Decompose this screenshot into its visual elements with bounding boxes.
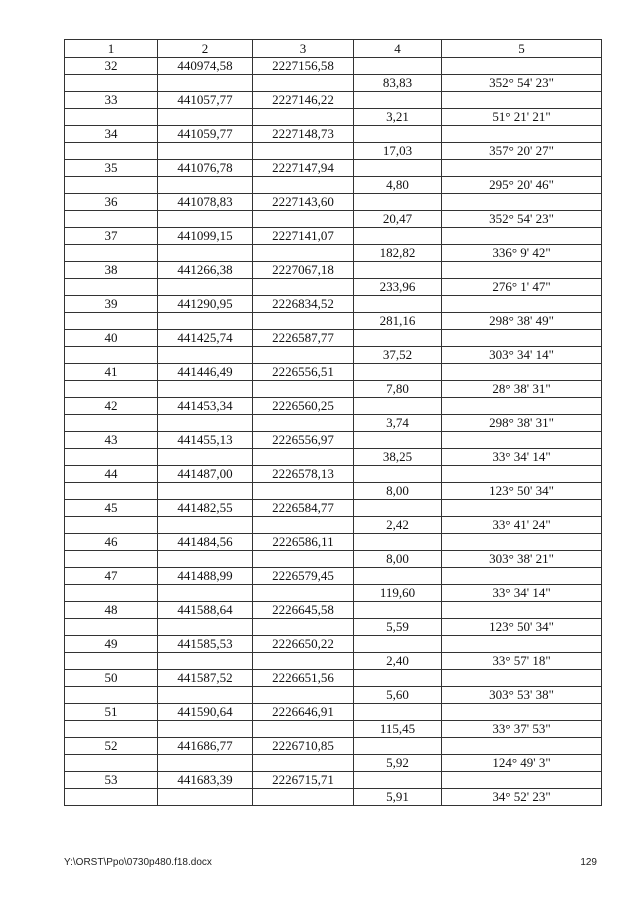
table-row [65,653,602,670]
table-cell: 50 [65,670,158,687]
table-cell: 2226586,11 [253,534,354,551]
table-row [65,296,602,313]
table-row [65,585,602,602]
table-cell: 33 [65,92,158,109]
table-row [65,670,602,687]
table-cell: 2,40 [354,653,442,670]
table-cell [253,109,354,126]
table-cell: 441585,53 [158,636,253,653]
table-cell [65,415,158,432]
table-cell: 303° 38' 21" [442,551,602,568]
table-cell [158,415,253,432]
table-cell: 336° 9' 42" [442,245,602,262]
table-cell [65,653,158,670]
table-row [65,381,602,398]
table-row [65,75,602,92]
table-row [65,279,602,296]
table-cell: 2226646,91 [253,704,354,721]
table-cell: 3,21 [354,109,442,126]
column-header: 3 [253,40,354,58]
table-cell [65,109,158,126]
table-row [65,568,602,585]
table-cell: 28° 38' 31" [442,381,602,398]
table-cell: 441683,39 [158,772,253,789]
table-row [65,109,602,126]
table-row [65,211,602,228]
table-cell [442,364,602,381]
table-row [65,602,602,619]
table-cell [354,568,442,585]
table-row [65,245,602,262]
table-cell: 45 [65,500,158,517]
table-cell [442,296,602,313]
table-cell: 2226650,22 [253,636,354,653]
table-cell [158,585,253,602]
table-cell: 5,92 [354,755,442,772]
table-cell [158,143,253,160]
table-cell [354,670,442,687]
table-cell: 441099,15 [158,228,253,245]
table-cell [442,262,602,279]
table-cell [442,58,602,75]
table-cell: 441484,56 [158,534,253,551]
table-cell [65,177,158,194]
table-cell [253,279,354,296]
table-row [65,789,602,806]
table-cell [442,160,602,177]
table-header-row [65,40,602,58]
table-row [65,160,602,177]
footer-file-path: Y:\ORST\Ppo\0730p480.f18.docx [64,857,212,868]
table-row [65,194,602,211]
table-cell [253,143,354,160]
column-header: 1 [65,40,158,58]
table-cell [442,636,602,653]
table-cell: 2226578,13 [253,466,354,483]
table-cell: 441588,64 [158,602,253,619]
table-cell: 298° 38' 31" [442,415,602,432]
table-cell [354,262,442,279]
table-cell: 441455,13 [158,432,253,449]
table-cell: 441590,64 [158,704,253,721]
table-row [65,262,602,279]
table-cell [354,92,442,109]
table-cell [442,228,602,245]
table-cell [253,75,354,92]
table-cell [442,398,602,415]
table-cell [65,619,158,636]
column-header: 4 [354,40,442,58]
table-cell [158,109,253,126]
table-row [65,432,602,449]
table-cell [253,211,354,228]
column-header: 5 [442,40,602,58]
table-cell [65,551,158,568]
table-cell: 4,80 [354,177,442,194]
table-cell: 20,47 [354,211,442,228]
table-cell [354,432,442,449]
table-cell [65,721,158,738]
table-cell [65,687,158,704]
table-cell [253,313,354,330]
table-cell [354,330,442,347]
table-cell [158,721,253,738]
table-row [65,551,602,568]
coordinates-table [64,39,602,806]
table-cell [65,75,158,92]
table-cell [253,177,354,194]
table-cell: 52 [65,738,158,755]
table-cell: 36 [65,194,158,211]
table-cell: 357° 20' 27" [442,143,602,160]
table-cell: 441078,83 [158,194,253,211]
table-cell: 2226645,58 [253,602,354,619]
table-cell [354,602,442,619]
table-cell: 2226715,71 [253,772,354,789]
table-cell [158,517,253,534]
table-cell [65,449,158,466]
table-cell [442,92,602,109]
table-cell: 3,74 [354,415,442,432]
table-cell [354,704,442,721]
table-cell: 115,45 [354,721,442,738]
table-cell: 44 [65,466,158,483]
table-cell: 441446,49 [158,364,253,381]
table-cell: 2227148,73 [253,126,354,143]
table-cell: 441488,99 [158,568,253,585]
table-row [65,738,602,755]
table-cell: 441487,00 [158,466,253,483]
table-cell [158,619,253,636]
table-row [65,704,602,721]
table-cell: 33° 34' 14" [442,449,602,466]
table-cell: 182,82 [354,245,442,262]
table-cell: 8,00 [354,551,442,568]
table-cell: 2226556,97 [253,432,354,449]
table-row [65,500,602,517]
table-row [65,330,602,347]
table-cell: 39 [65,296,158,313]
table-row [65,398,602,415]
table-cell [253,585,354,602]
table-row [65,449,602,466]
table-cell [442,432,602,449]
table-cell [158,245,253,262]
table-cell [158,75,253,92]
table-row [65,92,602,109]
table-cell [253,619,354,636]
table-cell [253,245,354,262]
table-cell [158,347,253,364]
table-cell [253,551,354,568]
table-cell [442,704,602,721]
table-row [65,687,602,704]
table-cell: 37 [65,228,158,245]
table-cell: 233,96 [354,279,442,296]
table-cell: 303° 53' 38" [442,687,602,704]
table-cell: 5,91 [354,789,442,806]
table-row [65,415,602,432]
table-cell: 123° 50' 34" [442,483,602,500]
table-cell: 124° 49' 3" [442,755,602,772]
table-cell: 2226710,85 [253,738,354,755]
table-cell [158,653,253,670]
table-cell [354,398,442,415]
table-cell: 5,60 [354,687,442,704]
table-cell: 35 [65,160,158,177]
table-cell [158,687,253,704]
table-cell: 33° 57' 18" [442,653,602,670]
table-cell: 7,80 [354,381,442,398]
table-cell: 298° 38' 49" [442,313,602,330]
table-cell: 441482,55 [158,500,253,517]
table-cell: 352° 54' 23" [442,75,602,92]
table-cell: 2226556,51 [253,364,354,381]
table-cell: 47 [65,568,158,585]
table-cell [65,313,158,330]
table-row [65,619,602,636]
table-cell [253,721,354,738]
table-cell [253,687,354,704]
table-row [65,483,602,500]
table-row [65,228,602,245]
table-cell: 2226651,56 [253,670,354,687]
table-cell [65,347,158,364]
table-cell: 441076,78 [158,160,253,177]
table-cell: 83,83 [354,75,442,92]
table-cell [253,347,354,364]
table-cell [442,602,602,619]
table-cell: 33° 37' 53" [442,721,602,738]
table-cell [354,364,442,381]
table-cell [354,160,442,177]
table-cell: 53 [65,772,158,789]
table-cell [253,415,354,432]
table-cell [253,789,354,806]
table-cell [253,755,354,772]
table-cell [354,738,442,755]
table-cell: 33° 41' 24" [442,517,602,534]
table-row [65,534,602,551]
column-header: 2 [158,40,253,58]
table-cell: 51 [65,704,158,721]
table-row [65,517,602,534]
table-cell [253,517,354,534]
table-row [65,177,602,194]
table-cell [354,126,442,143]
table-cell [158,789,253,806]
table-cell: 276° 1' 47" [442,279,602,296]
table-cell [253,449,354,466]
table-cell: 303° 34' 14" [442,347,602,364]
table-cell [158,755,253,772]
table-cell: 281,16 [354,313,442,330]
table-cell [442,126,602,143]
table-cell [354,466,442,483]
table-cell [354,194,442,211]
table-cell [354,772,442,789]
table-cell: 2227143,60 [253,194,354,211]
table-cell [442,466,602,483]
table-cell [442,330,602,347]
table-cell [442,194,602,211]
table-cell: 49 [65,636,158,653]
table-cell [354,228,442,245]
table-row [65,721,602,738]
table-cell: 352° 54' 23" [442,211,602,228]
table-cell [442,670,602,687]
table-cell: 441587,52 [158,670,253,687]
table-cell: 2227067,18 [253,262,354,279]
table-cell: 34° 52' 23" [442,789,602,806]
table-cell: 2226579,45 [253,568,354,585]
table-cell: 441453,34 [158,398,253,415]
table-cell [253,653,354,670]
table-cell: 441290,95 [158,296,253,313]
table-cell [158,551,253,568]
table-row [65,755,602,772]
table-cell: 295° 20' 46" [442,177,602,194]
table-cell: 2226584,77 [253,500,354,517]
table-cell: 51° 21' 21" [442,109,602,126]
table-row [65,347,602,364]
table-row [65,772,602,789]
table-cell: 441686,77 [158,738,253,755]
table-cell: 37,52 [354,347,442,364]
table-cell [442,568,602,585]
table-cell: 42 [65,398,158,415]
table-cell [253,483,354,500]
table-cell [354,534,442,551]
table-cell [354,58,442,75]
table-cell [158,177,253,194]
table-cell [65,483,158,500]
table-cell [158,449,253,466]
table-cell: 441057,77 [158,92,253,109]
table-cell [65,585,158,602]
table-cell [158,483,253,500]
table-cell: 43 [65,432,158,449]
table-cell: 46 [65,534,158,551]
table-cell: 2227141,07 [253,228,354,245]
table-cell: 440974,58 [158,58,253,75]
table-cell: 34 [65,126,158,143]
table-cell: 2226560,25 [253,398,354,415]
table-cell: 5,59 [354,619,442,636]
table-cell [65,143,158,160]
table-cell: 38,25 [354,449,442,466]
table-cell: 32 [65,58,158,75]
table-cell [253,381,354,398]
table-cell: 2227147,94 [253,160,354,177]
table-cell [65,211,158,228]
table-cell [354,500,442,517]
table-row [65,58,602,75]
table-cell: 123° 50' 34" [442,619,602,636]
table-cell [354,296,442,313]
footer-page-number: 129 [580,857,597,868]
table-row [65,143,602,160]
table-cell [65,279,158,296]
table-row [65,636,602,653]
table-cell [65,245,158,262]
table-cell: 40 [65,330,158,347]
table-row [65,364,602,381]
table-cell [65,755,158,772]
table-cell: 2,42 [354,517,442,534]
table-cell: 2227156,58 [253,58,354,75]
table-cell: 2226834,52 [253,296,354,313]
table-cell [442,772,602,789]
table-cell [442,738,602,755]
table-cell: 2226587,77 [253,330,354,347]
table-cell [65,381,158,398]
table-row [65,313,602,330]
table-cell: 119,60 [354,585,442,602]
table-cell [442,500,602,517]
table-cell [158,313,253,330]
table-cell [158,279,253,296]
table-cell: 441425,74 [158,330,253,347]
table-cell: 38 [65,262,158,279]
table-cell: 41 [65,364,158,381]
table-row [65,466,602,483]
table-cell: 2227146,22 [253,92,354,109]
table-cell [65,789,158,806]
table-cell [442,534,602,551]
table-cell [354,636,442,653]
table-cell: 441059,77 [158,126,253,143]
table-cell [158,381,253,398]
table-cell: 441266,38 [158,262,253,279]
table-cell: 8,00 [354,483,442,500]
table-cell [158,211,253,228]
table-cell: 33° 34' 14" [442,585,602,602]
table-cell: 17,03 [354,143,442,160]
table-cell [65,517,158,534]
table-cell: 48 [65,602,158,619]
table-row [65,126,602,143]
